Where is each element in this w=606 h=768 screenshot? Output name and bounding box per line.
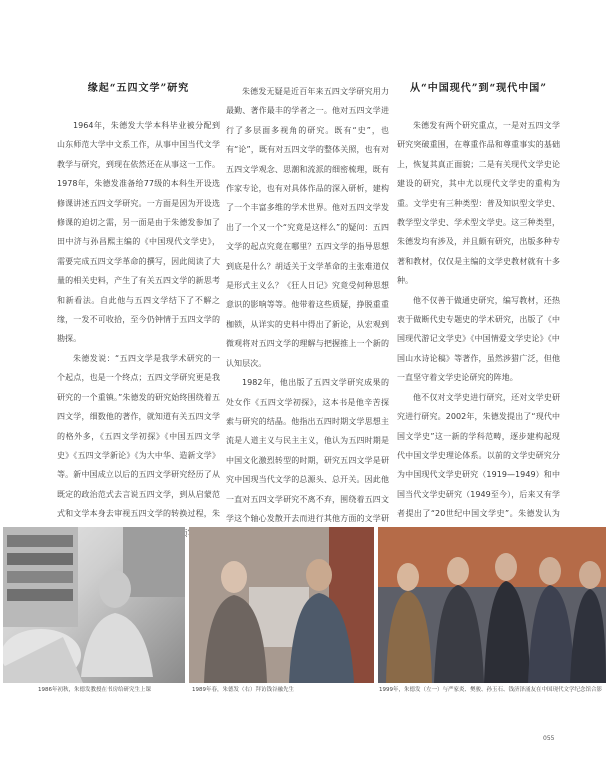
paragraph: 朱德发说：“五四文学是我学术研究的一个起点，也是一个终点；五四文学研究更是我研究的一个重镇。”朱德发的研究始终围绕着五四文学，细数他的著作，就知道有关五四文学的格外多，《五四文学初探》《中国五四文学史》《五四文学新论》《为大中华、造新文学》等。新中国成立以后的五四文学研究经历了从既定的政治范式去言说五四文学，到从启蒙范式和文学本身去审视五四文学的转换过程，朱 <box>57 353 220 519</box>
paragraph: 1982年，他出版了五四文学研究成果的处女作《五四文学初探》，这本书是他辛苦探索与研究的结晶。他指出五四时期文学思想主流是人道主义与民主主义，他认为五四时期是中国文化激烈转型的时期，研究五四文学是研究中国现当代文学的总源头、总开关。因此他一直对五四文学研究不离不弃，围绕着五四文学这个轴心发散开去而进行其他方面的文学研 <box>226 378 389 523</box>
text-column-left <box>57 82 220 562</box>
photo-caption: 1989年春，朱德发（右）拜访钱谷融先生 <box>192 687 294 693</box>
text-column-middle <box>226 82 389 548</box>
photo-study-room <box>3 527 185 683</box>
section-heading-wusi: 缘起“五四文学”研究 <box>87 83 190 94</box>
section-heading-modern-china: 从“中国现代”到“现代中国” <box>409 83 547 94</box>
photo-visit-qian-gurong <box>189 527 374 683</box>
photo-caption: 1999年，朱德发（左一）与严家炎、樊骏、孙玉石、钱济泽涌友在中国现代文学纪念馆合影 <box>379 687 602 693</box>
page-number: 055 <box>543 735 555 742</box>
paragraph: 他不仅对文学史进行研究，还对文学史研究进行研究。2002年，朱德发提出了“现代中国文学史”这一新的学科范畴，逐步建构起现代中国文学史理论体系。以前的文学史研究分为中国现代文学史研究（1919—1949）和中国当代文学史研究（1949至今），后来又有学者提出了“20世纪中国文学史”。朱德发认为 <box>397 392 560 519</box>
photo-caption: 1986年初秋，朱德发教授在书房给研究生上课 <box>38 687 151 693</box>
paragraph: 1964年，朱德发大学本科毕业被分配到山东师范大学中文系工作，从事中国当代文学教学与研究，到现在依然还在从事这一工作。1978年，朱德发准备给77级的本科生开设选修课讲述五四文学研究。一方面是因为开设选修课的迫切之需，另一面是由于朱德发参加了田中济与孙昌熙主编的《中国现代文学史》，需要完成五四文学革命的撰写，因此阅读了大量的相关史料，产生了有关五四文学的新思考和新看法。自此他与五四文学结下了不解之缘，一发不可收拾，至今仍钟情于五四文学的勘探。 <box>57 121 220 344</box>
photo-group-memorial <box>378 527 606 683</box>
paragraph: 朱德发无疑是近百年来五四文学研究用力最勤、著作最丰的学者之一。他对五四文学进行了多层面多视角的研究。既有“史”，也有“论”，既有对五四文学的整体关照，也有对五四文学观念、思潮和流派的细密梳理，既有作家专论，也有对具体作品的深入研析，建构了一个丰富多维的学术世界。他对五四文学发出了一个又一个“究竟是这样么”的疑问：五四文学的起点究竟在哪里？五四文学的指导思想到底是什么？胡适关于文学革命的主张难道仅是形式主义么？《狂人日记》究竟受何种思想意识的影响等等。他带着这些质疑，挣脱重重枷锁，从详实的史料中得出了新论，从宏观到微观将对五四文学的理解与把握推上一个新的认知层次。 <box>226 87 389 368</box>
paragraph: 他不仅善于做通史研究，编写教材，还热衷于做断代史专题史的学术研究，出版了《中国现代游记文学史》《中国情爱文学史论》《中国山水诗论稿》等著作，虽然涉猎广泛，但他一直坚守着文学史论研究的阵地。 <box>397 295 560 383</box>
text-column-right <box>397 82 560 562</box>
paragraph: 朱德发有两个研究重点，一是对五四文学研究突破重围，在尊重作品和尊重事实的基础上，恢复其真正面貌；二是有关现代文学史论建设的研究，其中尤以现代文学史的重构为重。文学史有三种类型：普及知识型文学史、教学型文学史、学术型文学史。这三种类型，朱德发均有涉及，并且颇有研究，出版多种专著和教材，仅仅是主编的文学史教材就有十多种。 <box>397 121 560 286</box>
